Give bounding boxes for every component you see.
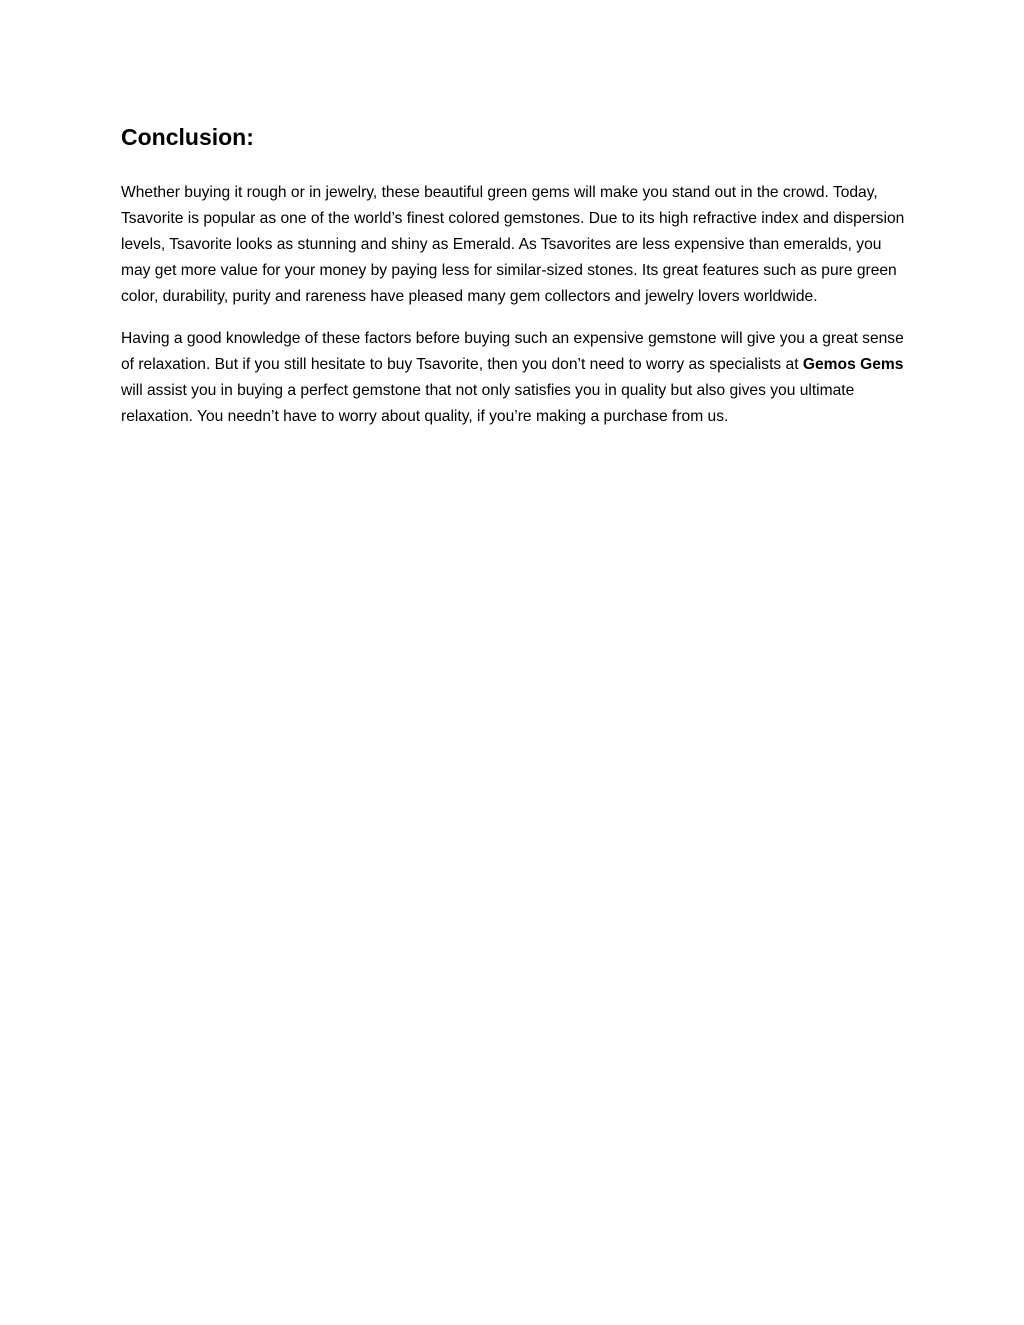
conclusion-paragraph-1: Whether buying it rough or in jewelry, these beautiful green gems will make you stand out in the crowd. Today, Tsavorite is popular as one of the world’s finest colored gemstones. Due to its high refractive index and dispersion levels, Tsavorite looks as stunning and shiny as Emerald. As Tsavorites are less expensive than emeralds, you may get more value for your money by paying less for similar-sized stones. Its great features such as pure green color, durability, purity and rareness have pleased many gem collectors and jewelry lovers worldwide. xyxy=(121,184,905,305)
conclusion-paragraph-2 xyxy=(121,326,911,430)
paragraph-2-text-after: will assist you in buying a perfect gemstone that not only satisfies you in quality but also gives you ultimate relaxation. You needn’t have to worry about quality, if you’re making a purchase from us. xyxy=(121,382,855,425)
document-body xyxy=(121,120,911,446)
brand-name: Gemos Gems xyxy=(802,356,904,373)
paragraph-2-text-before: Having a good knowledge of these factors before buying such an expensive gemstone will give you a great sense of relaxation. But if you still hesitate to buy Tsavorite, then you don’t need to worry as specialists at xyxy=(121,330,904,373)
section-heading: Conclusion: xyxy=(121,124,254,150)
